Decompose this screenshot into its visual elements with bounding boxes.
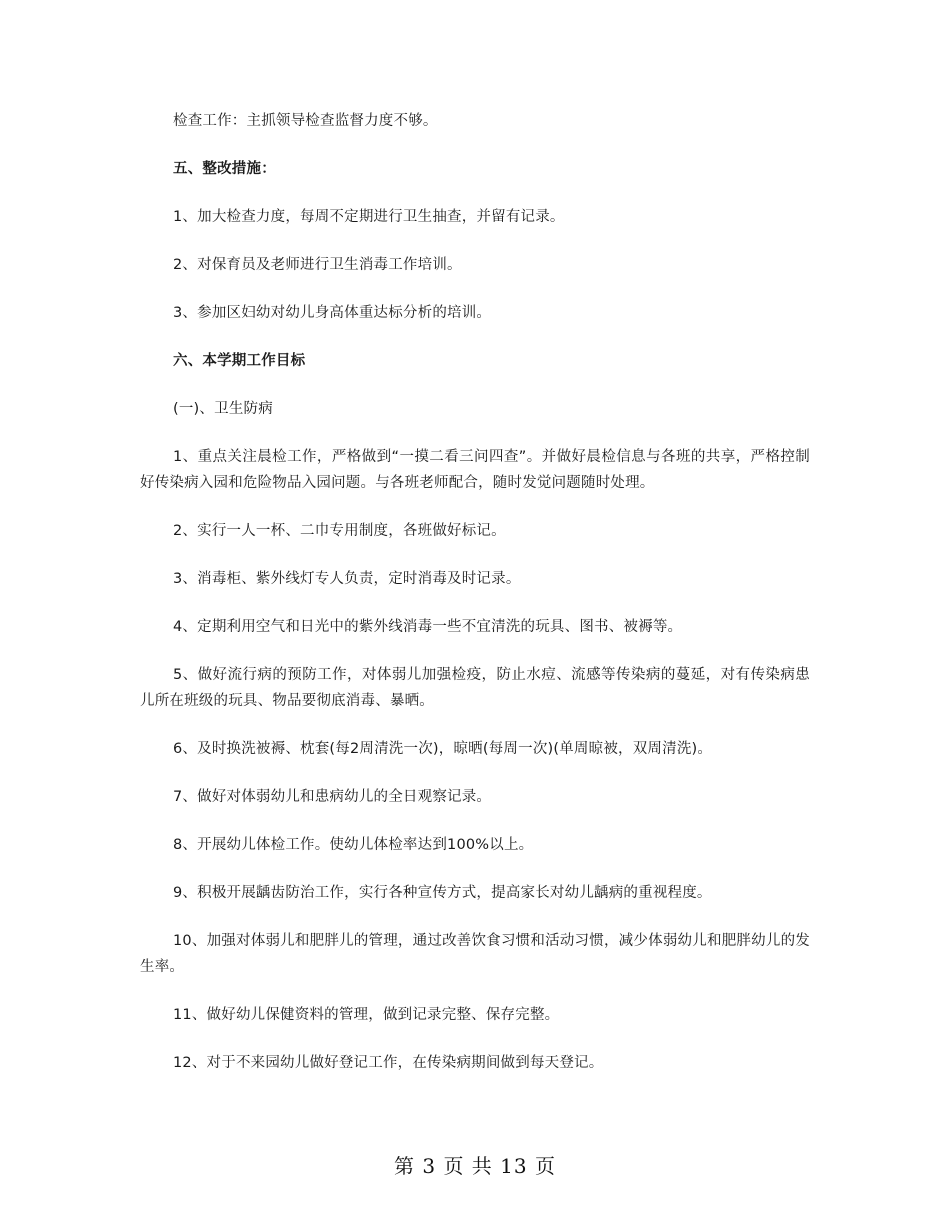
section-heading: 六、本学期工作目标 [173,353,306,369]
page-number-footer: 第 3 页 共 13 页 [394,1154,556,1178]
paragraph: 12、对于不来园幼儿做好登记工作，在传染病期间做到每天登记。 [173,1055,604,1071]
paragraph: 检查工作：主抓领导检查监督力度不够。 [173,113,438,129]
paragraph: 2、对保育员及老师进行卫生消毒工作培训。 [173,257,462,273]
paragraph: 4、定期利用空气和日光中的紫外线消毒一些不宜清洗的玩具、图书、被褥等。 [173,619,683,635]
paragraph: 1、重点关注晨检工作，严格做到“一摸二看三问四查”。并做好晨检信息与各班的共享，严格控制好传染病入园和危险物品入园问题。与各班老师配合，随时发觉问题随时处理。 [140,449,810,491]
paragraph: 5、做好流行病的预防工作，对体弱儿加强检疫，防止水痘、流感等传染病的蔓延，对有传染病患儿所在班级的玩具、物品要彻底消毒、暴晒。 [140,667,810,709]
paragraph: 10、加强对体弱儿和肥胖儿的管理，通过改善饮食习惯和活动习惯，减少体弱幼儿和肥胖幼儿的发生率。 [140,933,810,975]
paragraph: 3、消毒柜、紫外线灯专人负责，定时消毒及时记录。 [173,571,521,587]
subsection-heading: (一)、卫生防病 [173,401,273,417]
paragraph: 9、积极开展龋齿防治工作，实行各种宣传方式，提高家长对幼儿龋病的重视程度。 [173,885,712,901]
paragraph: 2、实行一人一杯、二巾专用制度，各班做好标记。 [173,523,506,539]
paragraph: 3、参加区妇幼对幼儿身高体重达标分析的培训。 [173,305,492,321]
paragraph: 8、开展幼儿体检工作。使幼儿体检率达到100%以上。 [173,837,534,853]
paragraph: 7、做好对体弱幼儿和患病幼儿的全日观察记录。 [173,789,492,805]
section-heading: 五、整改措施： [173,161,276,177]
paragraph: 1、加大检查力度，每周不定期进行卫生抽查，并留有记录。 [173,209,565,225]
document-body [140,108,810,1098]
paragraph: 6、及时换洗被褥、枕套(每2周清洗一次)，晾晒(每周一次)(单周晾被，双周清洗)。 [173,741,713,757]
paragraph: 11、做好幼儿保健资料的管理，做到记录完整、保存完整。 [173,1007,560,1023]
